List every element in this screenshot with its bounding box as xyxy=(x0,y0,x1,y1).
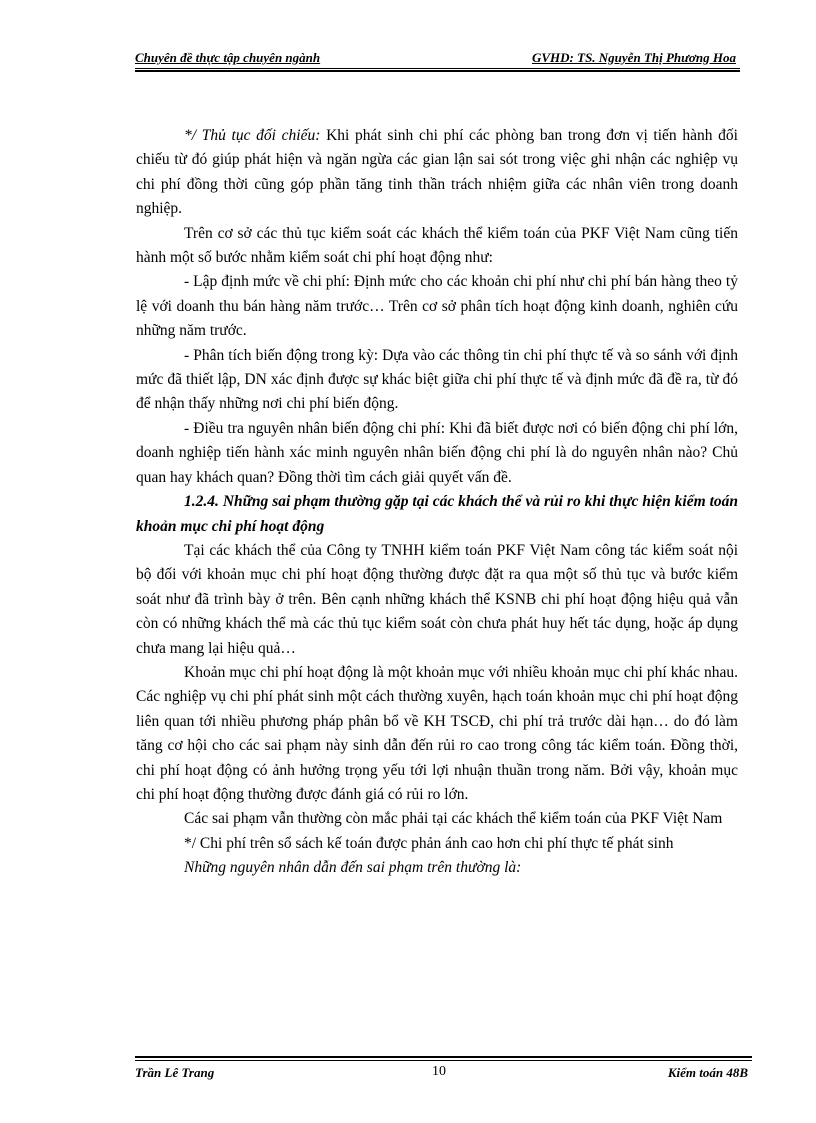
section-heading: 1.2.4. Những sai phạm thường gặp tại các khách thể và rủi ro khi thực hiện kiểm toán khoản mục chi phí hoạt động xyxy=(136,493,738,535)
paragraph: Tại các khách thể của Công ty TNHH kiểm toán PKF Việt Nam công tác kiểm soát nội bộ đối với khoản mục chi phí hoạt động thường được đặt ra qua một số thủ tục và bước kiểm soát như đã trình bày ở trên. Bên cạnh những khách thể KSNB chi phí hoạt động hiệu quả vẫn còn có những khách thể mà các thủ tục kiểm soát còn chưa phát huy hết tác dụng, hoặc áp dụng chưa mang lại hiệu quả… xyxy=(136,541,738,657)
footer-rule-thick xyxy=(135,1056,752,1058)
footer-rule xyxy=(135,1060,752,1061)
header-rule-thick xyxy=(135,70,740,72)
footer-class: Kiểm toán 48B xyxy=(667,1065,748,1080)
paragraph xyxy=(136,124,738,222)
paragraph: */ Chi phí trên sổ sách kế toán được phản ánh cao hơn chi phí thực tế phát sinh xyxy=(184,834,674,852)
paragraph: Khoản mục chi phí hoạt động là một khoản mục với nhiều khoản mục chi phí khác nhau. Các nghiệp vụ chi phí phát sinh một cách thường xuyên, hạch toán khoản mục chi phí hoạt động liên quan tới nhiều phương pháp phân bổ về KH TSCĐ, chi phí trả trước dài hạn… do đó làm tăng cơ hội cho các sai phạm này sinh dẫn đến rủi ro cao trong công tác kiểm toán. Đồng thời, chi phí hoạt động có ảnh hưởng trọng yếu tới lợi nhuận thuần trong năm. Bởi vậy, khoản mục chi phí hoạt động thường được đánh giá có rủi ro lớn. xyxy=(136,663,738,803)
paragraph: - Điều tra nguyên nhân biến động chi phí: Khi đã biết được nơi có biến động chi phí lớn, doanh nghiệp tiến hành xác minh nguyên nhân biến động chi phí là do nguyên nhân nào? Chủ quan hay khách quan? Đồng thời tìm cách giải quyết vấn đề. xyxy=(136,419,738,486)
paragraph-label: */ Thủ tục đối chiếu: xyxy=(184,127,321,144)
page-footer xyxy=(135,1056,752,1080)
paragraph: Các sai phạm vẫn thường còn mắc phải tại các khách thể kiểm toán của PKF Việt Nam xyxy=(184,810,723,828)
header-course-title: Chuyên đề thực tập chuyên ngành xyxy=(135,50,321,65)
page-number: 10 xyxy=(432,1064,446,1079)
header-rule xyxy=(135,68,740,69)
page-header xyxy=(135,48,740,68)
document-body xyxy=(136,124,738,881)
header-supervisor: GVHD: TS. Nguyễn Thị Phương Hoa xyxy=(531,50,736,65)
paragraph: Những nguyên nhân dẫn đến sai phạm trên thường là: xyxy=(184,859,522,877)
paragraph: Trên cơ sở các thủ tục kiểm soát các khách thể kiểm toán của PKF Việt Nam cũng tiến hành một số bước nhằm kiểm soát chi phí hoạt động như: xyxy=(136,224,738,267)
paragraph: - Phân tích biến động trong kỳ: Dựa vào các thông tin chi phí thực tế và so sánh với định mức đã thiết lập, DN xác định được sự khác biệt giữa chi phí thực tế và định mức đã đề ra, từ đó để nhận thấy những nơi chi phí biến động. xyxy=(136,346,738,413)
footer-author: Trần Lê Trang xyxy=(135,1065,215,1080)
paragraph-text: Khi phát sinh chi phí các phòng ban trong đơn vị tiến hành đối chiếu từ đó giúp phát hiện và ngăn ngừa các gian lận sai sót trong việc ghi nhận các nghiệp vụ chi phí đồng thời cũng góp phần tăng tinh thần trách nhiệm giữa các nhân viên trong doanh nghiệp. xyxy=(136,127,738,218)
paragraph: - Lập định mức về chi phí: Định mức cho các khoản chi phí như chi phí bán hàng theo tỷ lệ với doanh thu bán hàng năm trước… Trên cơ sở phân tích hoạt động kinh doanh, nghiên cứu những năm trước. xyxy=(136,273,738,340)
